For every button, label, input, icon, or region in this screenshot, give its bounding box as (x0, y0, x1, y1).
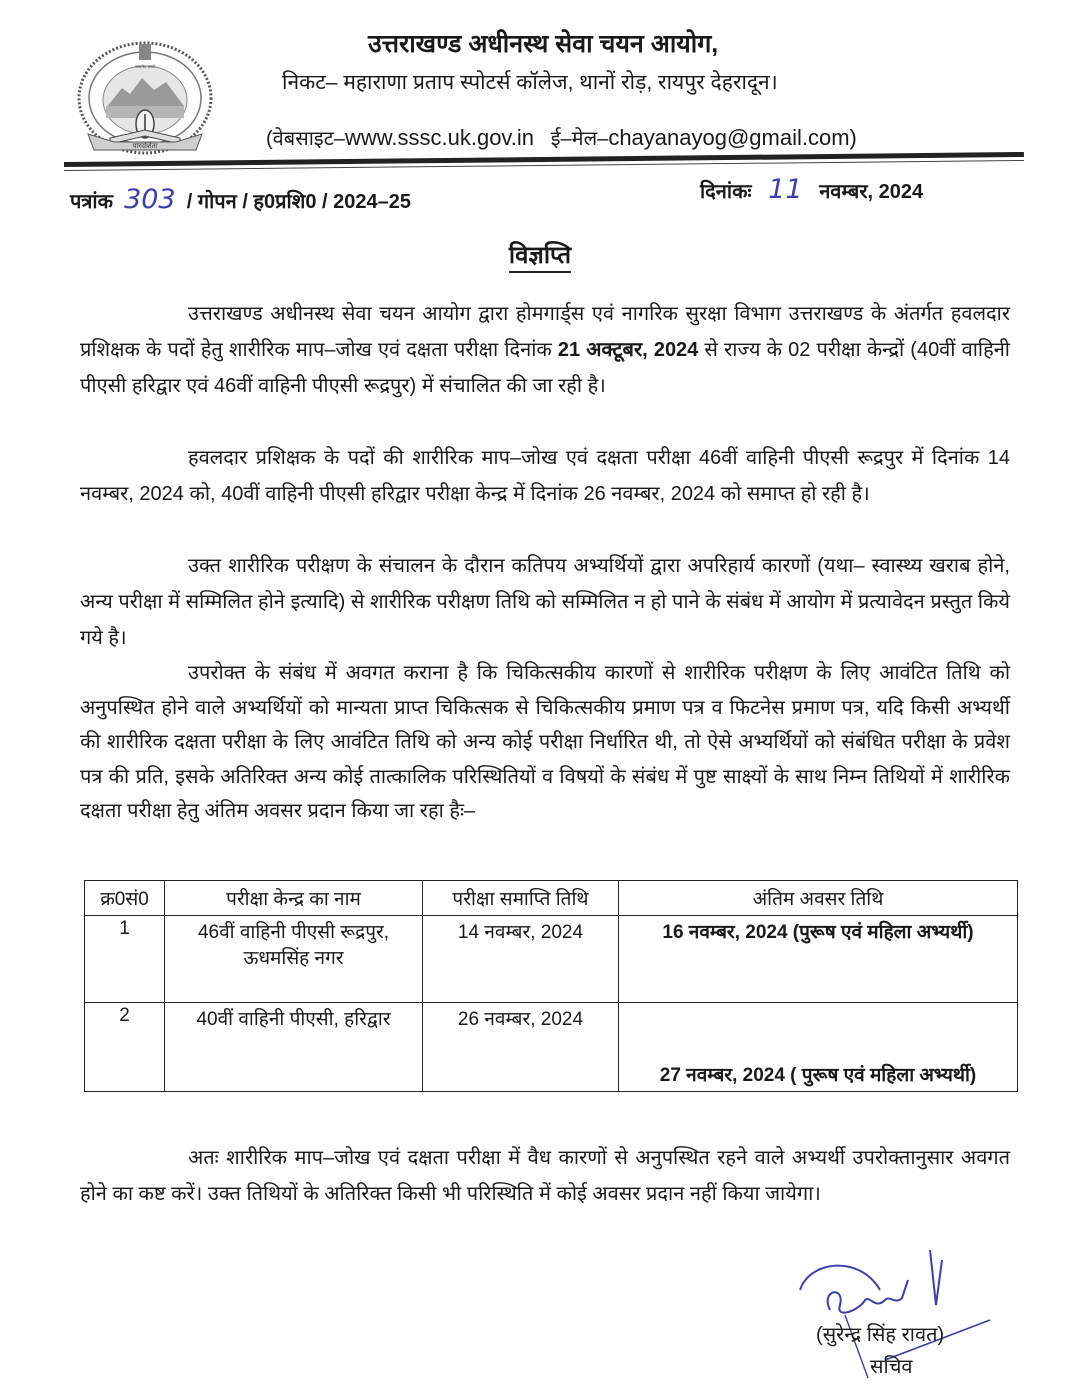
notice-title-text: विज्ञप्ति (509, 242, 571, 273)
logo-banner-text: पारदर्शिता (132, 142, 158, 150)
cell-centre-name: 46वीं वाहिनी पीएसी रूद्रपुर, ऊधमसिंह नगर (165, 916, 423, 1003)
header-end-date: परीक्षा समाप्ति तिथि (423, 881, 619, 916)
schedule-table (84, 880, 1018, 1092)
cell-last-chance-date: 16 नवम्बर, 2024 (पुरूष एवं महिला अभ्यर्थी) (619, 916, 1018, 1003)
organization-address: निकट– महाराणा प्रताप स्पोटर्स कॉलेज, थानों रोड़, रायपुर देहरादून। (282, 71, 778, 94)
cell-last-chance-date: 27 नवम्बर, 2024 ( पुरूष एवं महिला अभ्यर्थी) (619, 1003, 1018, 1092)
date-label: दिनांकः (700, 181, 752, 203)
table-header-row (85, 881, 1018, 916)
logo-motto-text: सत्यमेव जयते (135, 64, 155, 69)
website-link[interactable]: www.sssc.uk.gov.in (344, 125, 535, 150)
handwritten-signature-icon (790, 1250, 1050, 1380)
paragraph-1-end: से राज्य के 02 परीक्षा केन्द्रों (40वीं वाहिनी पीएसी हरिद्वार एवं 46वीं वाहिनी पीएसी रूद्रपुर) में संचालित की जा रही है। (80, 339, 1010, 397)
paragraph-1-date: 21 अक्टूबर, 2024 (557, 339, 699, 361)
email-label: ई–मेल– (550, 128, 609, 150)
organization-title: उत्तराखण्ड अधीनस्थ सेवा चयन आयोग, (368, 30, 719, 58)
paragraph-5: अतः शारीरिक माप–जोख एवं दक्षता परीक्षा में वैध कारणों से अनुपस्थित रहने वाले अभ्यर्थी उपरोक्तानुसार अवगत होने का कष्ट करें। उक्त तिथियों के अतिरिक्त किसी भी परिस्थिति में कोई अवसर प्रदान नहीं किया जायेगा। (80, 1147, 1010, 1205)
paragraph-3: उक्त शारीरिक परीक्षण के संचालन के दौरान कतिपय अभ्यर्थियों द्वारा अपरिहार्य कारणों (यथा– स्वास्थ्य खराब होने, अन्य परीक्षा में सम्मिलित होने इत्यादि) से शारीरिक परीक्षण तिथि को सम्मिलित न हो पाने के संबंध में आयोग में प्रत्यावेदन प्रस्तुत किये गये है। (80, 555, 1010, 649)
date-handwritten-day: 11 (768, 174, 803, 205)
issue-date (700, 174, 923, 205)
cell-end-date: 14 नवम्बर, 2024 (423, 916, 619, 1003)
cell-centre-name: 40वीं वाहिनी पीएसी, हरिद्वार (165, 1003, 423, 1092)
date-month-year: नवम्बर, 2024 (819, 181, 924, 203)
reference-label: पत्रांक (70, 191, 113, 213)
cell-end-date: 26 नवम्बर, 2024 (423, 1003, 619, 1092)
reference-handwritten-number: 303 (124, 184, 176, 215)
paragraph-4: उपरोक्त के संबंध में अवगत कराना है कि चिकित्सकीय कारणों से शारीरिक परीक्षण के लिए आवंटित तिथि को अनुपस्थित होने वाले अभ्यर्थियों को मान्यता प्राप्त चिकित्सक से चिकित्सकीय प्रमाण पत्र व फिटनेस प्रमाण पत्र, यदि किसी अभ्यर्थी की शारीरिक दक्षता परीक्षा के लिए आवंटित तिथि को अन्य कोई परीक्षा निर्धारित थी, तो ऐसे अभ्यर्थियों को संबंधित परीक्षा के प्रवेश पत्र की प्रति, इसके अतिरिक्त अन्य कोई तात्कालिक परिस्थितियों व विषयों के संबंध में पुष्ट साक्ष्यों के साथ निम्न तिथियों में शारीरिक दक्षता परीक्षा हेतु अंतिम अवसर प्रदान किया जा रहा हैः– (80, 662, 1010, 822)
emblem-seal-icon (70, 38, 220, 166)
paragraph-2: हवलदार प्रशिक्षक के पदों की शारीरिक माप–जोख एवं दक्षता परीक्षा 46वीं वाहिनी पीएसी रूद्रपुर में दिनांक 14 नवम्बर, 2024 को, 40वीं वाहिनी पीएसी हरिद्वार परीक्षा केन्द्र में दिनांक 26 नवम्बर, 2024 को समाप्त हो रही है। (80, 447, 1010, 505)
header-centre-name: परीक्षा केन्द्र का नाम (165, 881, 423, 916)
notice-title (0, 238, 1080, 271)
paragraph-1 (80, 296, 1010, 404)
organization-contact (266, 124, 857, 151)
cell-serial: 2 (85, 1003, 165, 1092)
reference-number (70, 184, 411, 215)
table-row (85, 1003, 1018, 1092)
website-label: (वेबसाइट– (266, 128, 345, 150)
email-link[interactable]: chayanayog@gmail.com) (608, 125, 857, 150)
table-row (85, 916, 1018, 1003)
paragraph-1-start: उत्तराखण्ड अधीनस्थ सेवा चयन आयोग द्वारा होमगार्ड्स एवं नागरिक सुरक्षा विभाग उत्तराखण्ड के अंतर्गत हवलदार प्रशिक्षक के पदों हेतु शारीरिक माप–जोख एवं दक्षता परीक्षा दिनांक (80, 303, 1010, 361)
reference-suffix: / गोपन / ह0प्रशि0 / 2024–25 (186, 191, 411, 213)
signer-designation: सचिव (870, 1356, 913, 1378)
cell-serial: 1 (85, 916, 165, 1003)
signer-name: (सुरेन्द्र सिंह रावत) (816, 1324, 945, 1346)
header-serial: क्र0सं0 (85, 881, 165, 916)
header-last-chance-date: अंतिम अवसर तिथि (619, 881, 1018, 916)
